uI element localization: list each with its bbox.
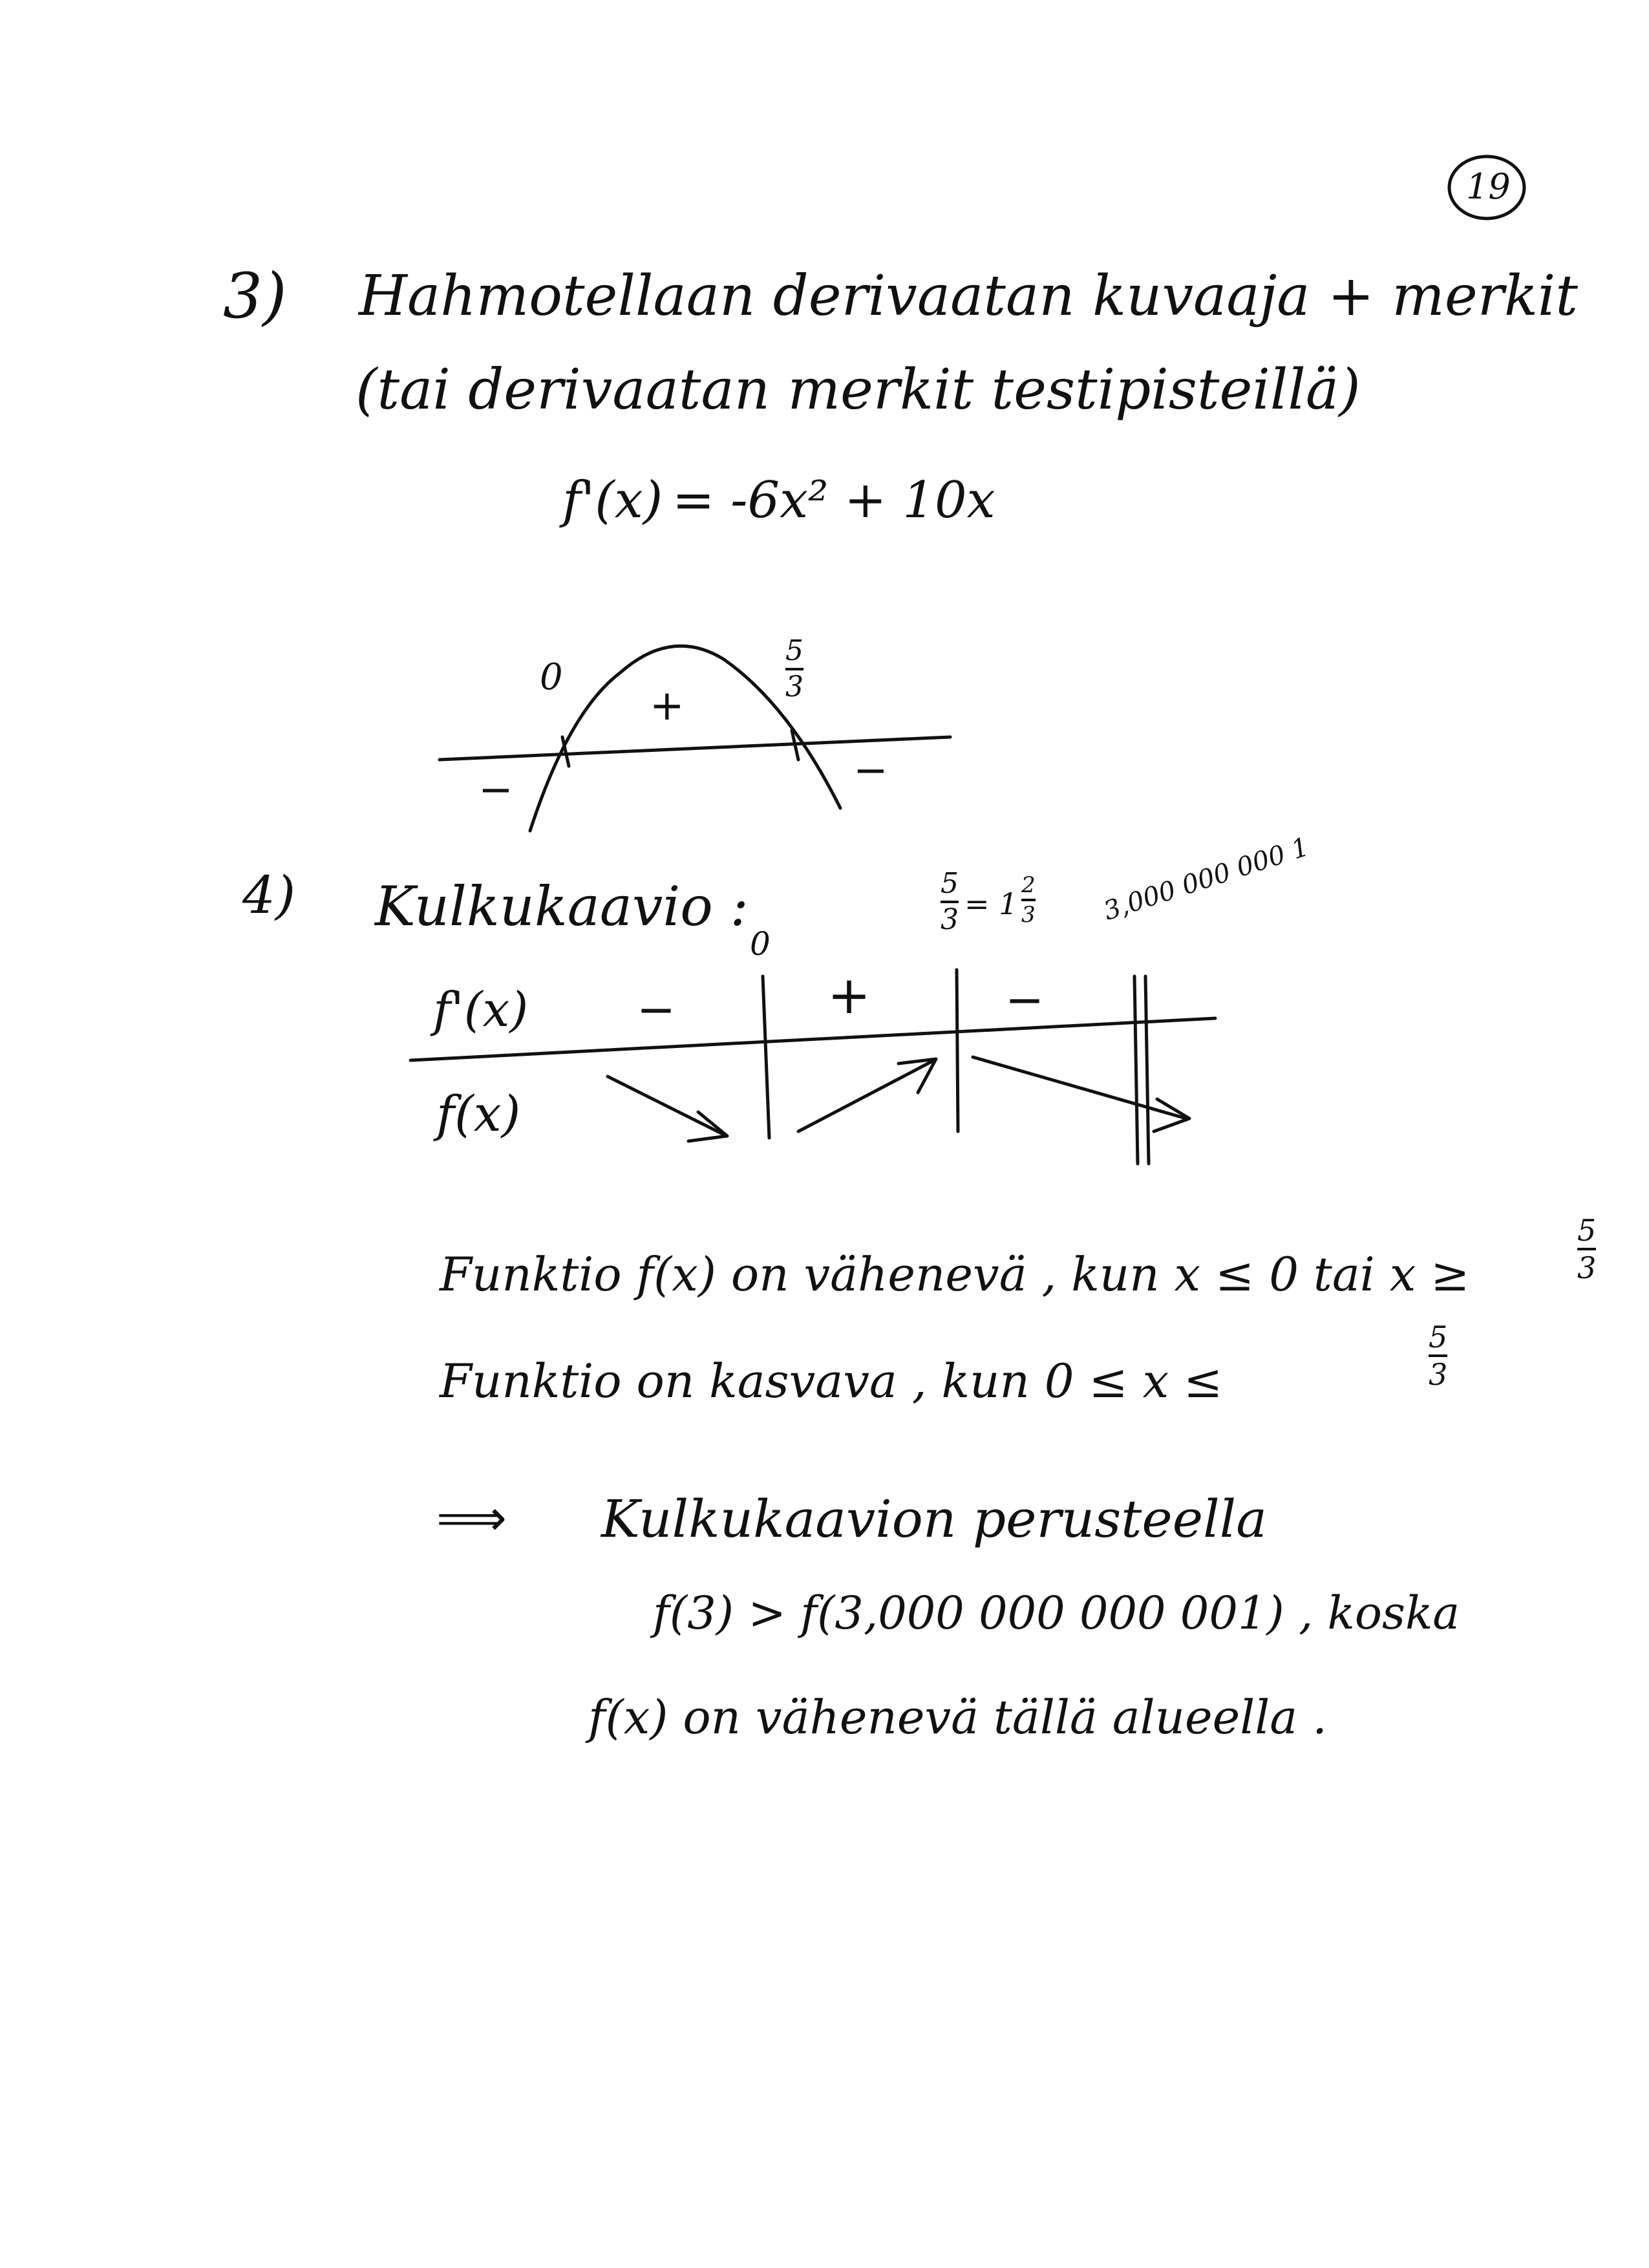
sign-chart-sign-2: +: [827, 965, 871, 1025]
sign-chart-divider-point-a: [1134, 976, 1138, 1164]
graph-sign-minus-left: −: [478, 766, 513, 814]
fraction-denominator: 3: [1577, 1250, 1597, 1285]
sign-chart-header-mixed-fraction: [1021, 874, 1036, 926]
decreasing-arrow-2: [973, 1057, 1186, 1118]
fraction-denominator: 3: [941, 903, 959, 936]
fraction-denominator: 3: [1021, 902, 1036, 928]
decreasing-arrow-1: [608, 1076, 724, 1135]
page-number: 19: [1466, 166, 1511, 207]
final-line-2: f(3) > f(3,000 000 000 001) , koska: [653, 1587, 1460, 1640]
fraction-numerator: 5: [785, 634, 803, 667]
final-line-1: Kulkukaavion perusteella: [601, 1489, 1267, 1549]
sign-chart-divider-five-thirds: [957, 970, 958, 1131]
sign-chart-sign-1: −: [637, 982, 676, 1036]
sign-chart-header-point: 3,000 000 000 1: [1100, 831, 1313, 926]
fraction-numerator: 5: [1577, 1213, 1597, 1248]
sign-chart-title: Kulkukaavio :: [375, 875, 749, 938]
fraction-denominator: 3: [1429, 1357, 1448, 1392]
fraction-bar: [1021, 899, 1036, 901]
derivative-lhs: f'(x): [562, 471, 663, 530]
final-line-3: f(x) on vähenevä tällä alueella .: [588, 1690, 1327, 1744]
section-3-line-1: Hahmotellaan derivaatan kuvaaja + merkit: [359, 264, 1578, 328]
sign-chart-row-derivative: f'(x): [433, 982, 529, 1038]
graph-root-five-thirds-label: [785, 634, 803, 703]
fraction-numerator: 5: [1429, 1320, 1448, 1354]
increasing-arrow: [798, 1060, 934, 1131]
graph-root-zero-label: 0: [540, 656, 563, 698]
fraction-numerator: 2: [1021, 872, 1036, 898]
conclusion-decreasing: Funktio f(x) on vähenevä , kun x ≤ 0 tai x ≥: [440, 1247, 1470, 1301]
section-4-number: 4): [242, 865, 296, 925]
implies-arrow: ⟹: [436, 1489, 507, 1546]
sign-chart-axis: [410, 1018, 1215, 1060]
sign-chart-header-five-thirds: [941, 867, 959, 936]
conclusion-increasing: Funktio on kasvava , kun 0 ≤ x ≤: [440, 1354, 1223, 1408]
conclusion-increasing-fraction: [1429, 1320, 1448, 1392]
sign-chart-header-equals-one: = 1: [964, 886, 1018, 921]
sign-chart-sign-3: −: [1005, 972, 1045, 1027]
derivative-rhs: = -6x² + 10x: [672, 471, 995, 530]
fraction-denominator: 3: [785, 670, 803, 703]
graph-sign-plus: +: [650, 682, 685, 730]
sign-chart-divider-zero: [763, 976, 769, 1138]
conclusion-decreasing-fraction: [1577, 1215, 1596, 1283]
sign-chart-row-function: f(x): [436, 1085, 521, 1142]
section-3-line-2: (tai derivaatan merkit testipisteillä): [356, 358, 1361, 422]
sign-chart-header-zero: 0: [750, 925, 771, 963]
section-3-number: 3): [223, 260, 287, 332]
fraction-numerator: 5: [941, 867, 959, 900]
graph-sign-minus-right: −: [853, 747, 888, 795]
sign-chart-divider-point-b: [1145, 976, 1149, 1164]
